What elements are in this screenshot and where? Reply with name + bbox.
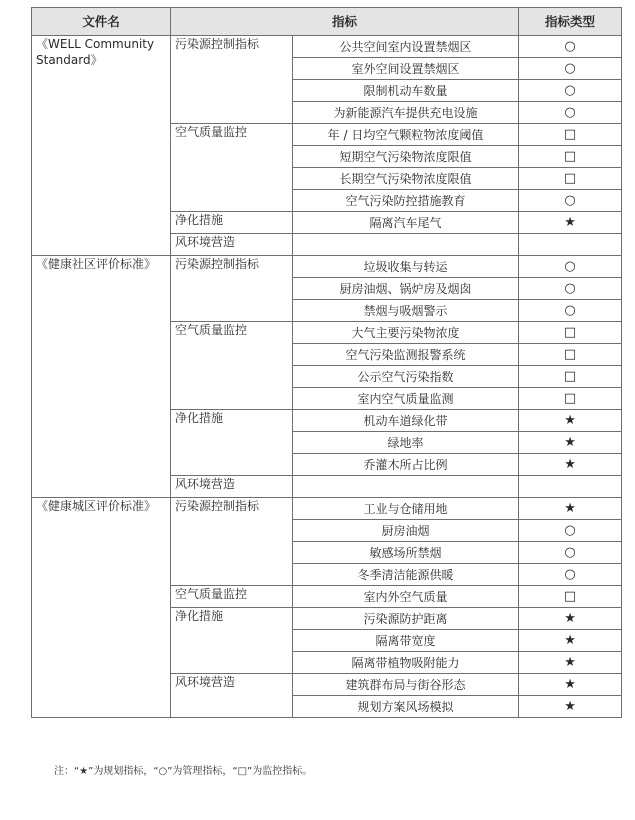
indicator-type-symbol: □ [519, 124, 622, 146]
indicator-label: 年 / 日均空气颗粒物浓度阈值 [293, 124, 519, 146]
document-name: 《健康社区评价标准》 [32, 256, 171, 498]
category-name: 空气质量监控 [171, 322, 293, 410]
indicator-type-symbol: ○ [519, 300, 622, 322]
indicator-table [31, 7, 622, 718]
category-name: 污染源控制指标 [171, 256, 293, 322]
indicator-type-symbol: ★ [519, 696, 622, 718]
indicator-type-symbol: □ [519, 586, 622, 608]
indicator-label: 隔离带植物吸附能力 [293, 652, 519, 674]
indicator-type-symbol: ○ [519, 36, 622, 58]
indicator-label: 室内空气质量监测 [293, 388, 519, 410]
indicator-label: 隔离汽车尾气 [293, 212, 519, 234]
indicator-type-symbol: ★ [519, 674, 622, 696]
footnote: 注：“★”为规划指标，“○”为管理指标，“□”为监控指标。 [54, 766, 313, 777]
category-name: 污染源控制指标 [171, 36, 293, 124]
indicator-label: 垃圾收集与转运 [293, 256, 519, 278]
indicator-label: 污染源防护距离 [293, 608, 519, 630]
indicator-type-symbol [519, 234, 622, 256]
indicator-label: 乔灌木所占比例 [293, 454, 519, 476]
indicator-label: 室外空间设置禁烟区 [293, 58, 519, 80]
header-doc: 文件名 [32, 8, 171, 36]
indicator-label: 公示空气污染指数 [293, 366, 519, 388]
indicator-type-symbol [519, 476, 622, 498]
indicator-label: 冬季清洁能源供暖 [293, 564, 519, 586]
indicator-label: 空气污染监测报警系统 [293, 344, 519, 366]
indicator-type-symbol: ★ [519, 212, 622, 234]
indicator-label [293, 234, 519, 256]
indicator-type-symbol: □ [519, 322, 622, 344]
indicator-label: 敏感场所禁烟 [293, 542, 519, 564]
indicator-label: 长期空气污染物浓度限值 [293, 168, 519, 190]
indicator-label: 短期空气污染物浓度限值 [293, 146, 519, 168]
table-row [32, 256, 622, 278]
category-name: 空气质量监控 [171, 586, 293, 608]
indicator-type-symbol: ○ [519, 520, 622, 542]
indicator-label: 限制机动车数量 [293, 80, 519, 102]
indicator-label: 室内外空气质量 [293, 586, 519, 608]
category-name: 风环境营造 [171, 674, 293, 718]
indicator-type-symbol: ○ [519, 564, 622, 586]
indicator-label: 隔离带宽度 [293, 630, 519, 652]
indicator-type-symbol: ★ [519, 498, 622, 520]
indicator-label: 为新能源汽车提供充电设施 [293, 102, 519, 124]
indicator-label: 大气主要污染物浓度 [293, 322, 519, 344]
category-name: 风环境营造 [171, 234, 293, 256]
header-indicator: 指标 [171, 8, 519, 36]
indicator-type-symbol: ★ [519, 454, 622, 476]
indicator-type-symbol: ★ [519, 432, 622, 454]
header-type: 指标类型 [519, 8, 622, 36]
indicator-type-symbol: ○ [519, 58, 622, 80]
table-body [32, 36, 622, 718]
category-name: 净化措施 [171, 608, 293, 674]
indicator-type-symbol: ○ [519, 102, 622, 124]
indicator-label: 厨房油烟、锅炉房及烟囱 [293, 278, 519, 300]
indicator-type-symbol: ○ [519, 190, 622, 212]
indicator-label: 机动车道绿化带 [293, 410, 519, 432]
indicator-label: 公共空间室内设置禁烟区 [293, 36, 519, 58]
header-row [32, 8, 622, 36]
indicator-label [293, 476, 519, 498]
indicator-label: 绿地率 [293, 432, 519, 454]
indicator-label: 空气污染防控措施教育 [293, 190, 519, 212]
indicator-type-symbol: ★ [519, 410, 622, 432]
table-row [32, 36, 622, 58]
indicator-type-symbol: ○ [519, 80, 622, 102]
category-name: 净化措施 [171, 212, 293, 234]
table-row [32, 498, 622, 520]
indicator-type-symbol: ★ [519, 630, 622, 652]
indicator-label: 建筑群布局与街谷形态 [293, 674, 519, 696]
indicator-label: 规划方案风场模拟 [293, 696, 519, 718]
indicator-type-symbol: □ [519, 366, 622, 388]
indicator-type-symbol: □ [519, 168, 622, 190]
indicator-type-symbol: □ [519, 388, 622, 410]
indicator-type-symbol: ★ [519, 652, 622, 674]
indicator-type-symbol: ○ [519, 256, 622, 278]
category-name: 风环境营造 [171, 476, 293, 498]
category-name: 净化措施 [171, 410, 293, 476]
indicator-type-symbol: ○ [519, 278, 622, 300]
indicator-type-symbol: □ [519, 146, 622, 168]
category-name: 污染源控制指标 [171, 498, 293, 586]
category-name: 空气质量监控 [171, 124, 293, 212]
document-name: 《WELL Community Standard》 [32, 36, 171, 256]
indicator-label: 禁烟与吸烟警示 [293, 300, 519, 322]
indicator-type-symbol: ○ [519, 542, 622, 564]
indicator-type-symbol: ★ [519, 608, 622, 630]
indicator-label: 工业与仓储用地 [293, 498, 519, 520]
document-name: 《健康城区评价标准》 [32, 498, 171, 718]
indicator-type-symbol: □ [519, 344, 622, 366]
indicator-label: 厨房油烟 [293, 520, 519, 542]
